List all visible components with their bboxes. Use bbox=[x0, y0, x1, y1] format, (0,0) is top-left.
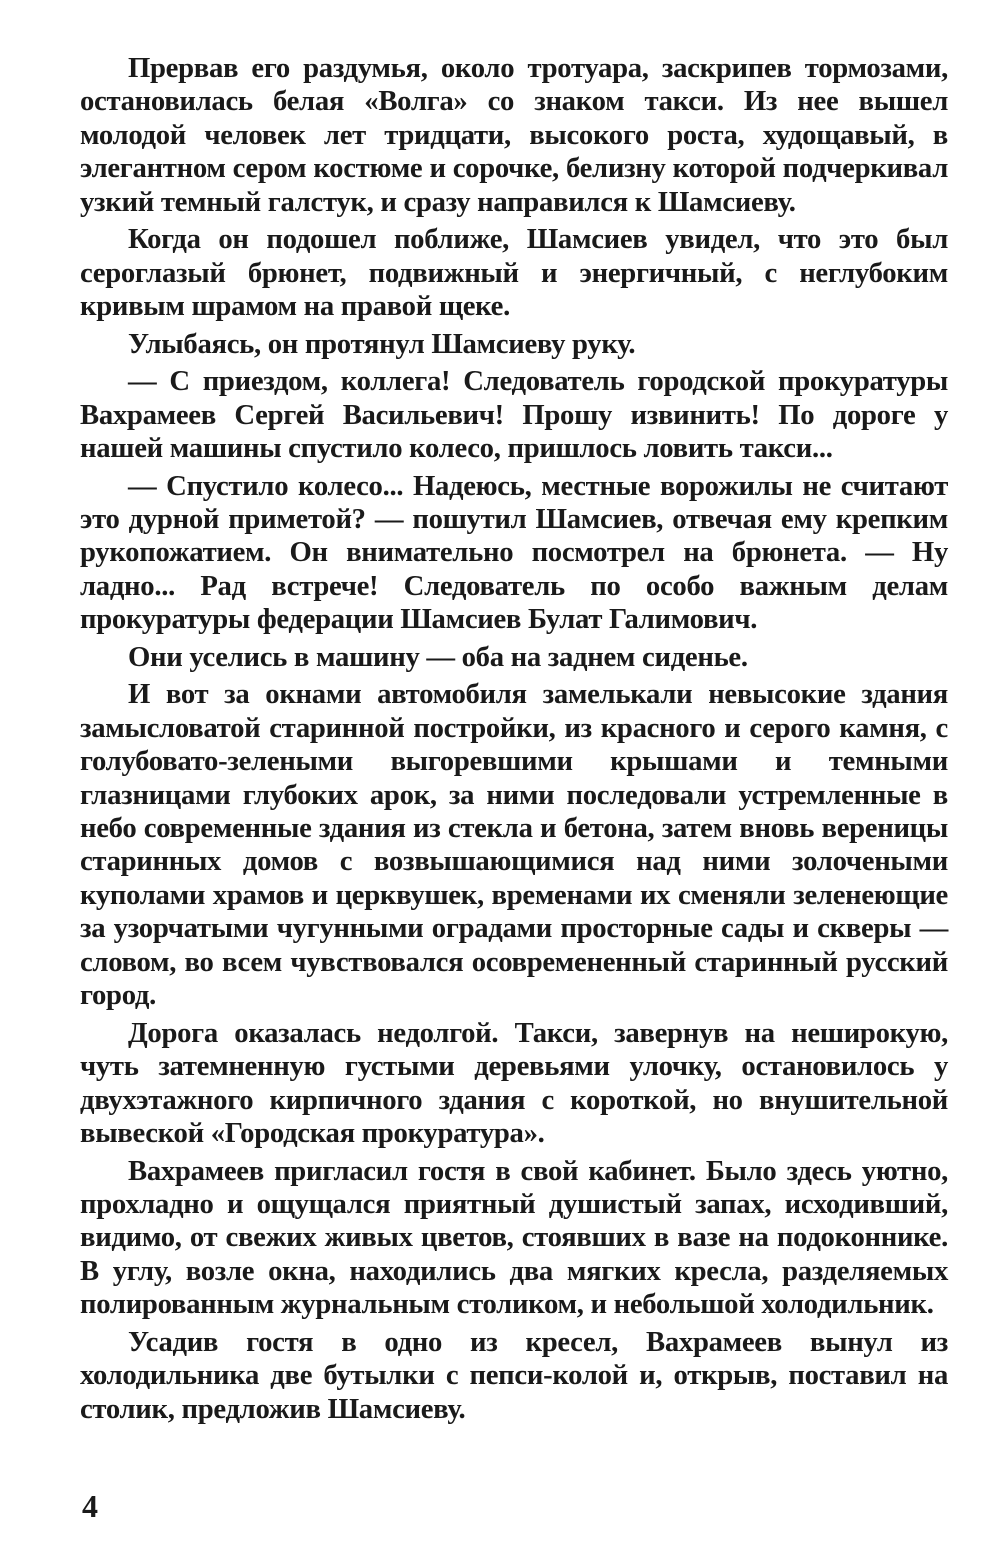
paragraph-7: И вот за окнами автомобиля замелькали невысокие здания замысловатой старинной постройки, из красного и серого камня, с голубовато-зелеными выгоревшими крышами и темными глазницами глубоких арок, за ними последовали устремленные в небо современные здания из стекла и бетона, затем вновь вереницы старинных домов с возвышающимися над ними золочеными куполами храмов и церквушек, временами их сменяли зеленеющие за узорчатыми чугунными оградами просторные сады и скверы — словом, во всем чувствовался осовремененный старинный русский город. bbox=[80, 678, 948, 1012]
paragraph-1: Прервав его раздумья, около тротуара, заскрипев тормозами, остановилась белая «Волга» со знаком такси. Из нее вышел молодой человек лет тридцати, высокого роста, худощавый, в элегантном сером костюме и сорочке, белизну которой подчеркивал узкий темный галстук, и сразу направился к Шамсиеву. bbox=[80, 52, 948, 218]
page-number: 4 bbox=[82, 1488, 98, 1524]
paragraph-2: Когда он подошел поближе, Шамсиев увидел, что это был сероглазый брюнет, подвижный и энергичный, с неглубоким кривым шрамом на правой щеке. bbox=[80, 223, 948, 323]
paragraph-6: Они уселись в машину — оба на заднем сиденье. bbox=[128, 640, 748, 673]
paragraph-4: — С приездом, коллега! Следователь городской прокуратуры Вахрамеев Сергей Васильевич! Прошу извинить! По дороге у нашей машины спустило колесо, пришлось ловить такси... bbox=[80, 365, 948, 465]
paragraph-8: Дорога оказалась недолгой. Такси, завернув на неширокую, чуть затемненную густыми деревьями улочку, остановилось у двухэтажного кирпичного здания с короткой, но внушительной вывеской «Городская прокуратура». bbox=[80, 1016, 948, 1149]
paragraph-10: Усадив гостя в одно из кресел, Вахрамеев вынул из холодильника две бутылки с пепси-колой и, открыв, поставил на столик, предложив Шамсиеву. bbox=[80, 1325, 948, 1425]
paragraph-3: Улыбаясь, он протянул Шамсиеву руку. bbox=[128, 327, 636, 360]
paragraph-9: Вахрамеев пригласил гостя в свой кабинет. Было здесь уютно, прохладно и ощущался приятный душистый запах, исходивший, видимо, от свежих живых цветов, стоявших в вазе на подоконнике. В углу, возле окна, находились два мягких кресла, разделяемых полированным журнальным столиком, и небольшой холодильник. bbox=[80, 1154, 948, 1321]
paragraph-5: — Спустило колесо... Надеюсь, местные ворожилы не считают это дурной приметой? — пошутил Шамсиев, отвечая ему крепким рукопожатием. Он внимательно посмотрел на брюнета. — Ну ладно... Рад встрече! Следователь по особо важным делам прокуратуры федерации Шамсиев Булат Галимович. bbox=[80, 469, 948, 636]
body-text bbox=[80, 52, 948, 1430]
